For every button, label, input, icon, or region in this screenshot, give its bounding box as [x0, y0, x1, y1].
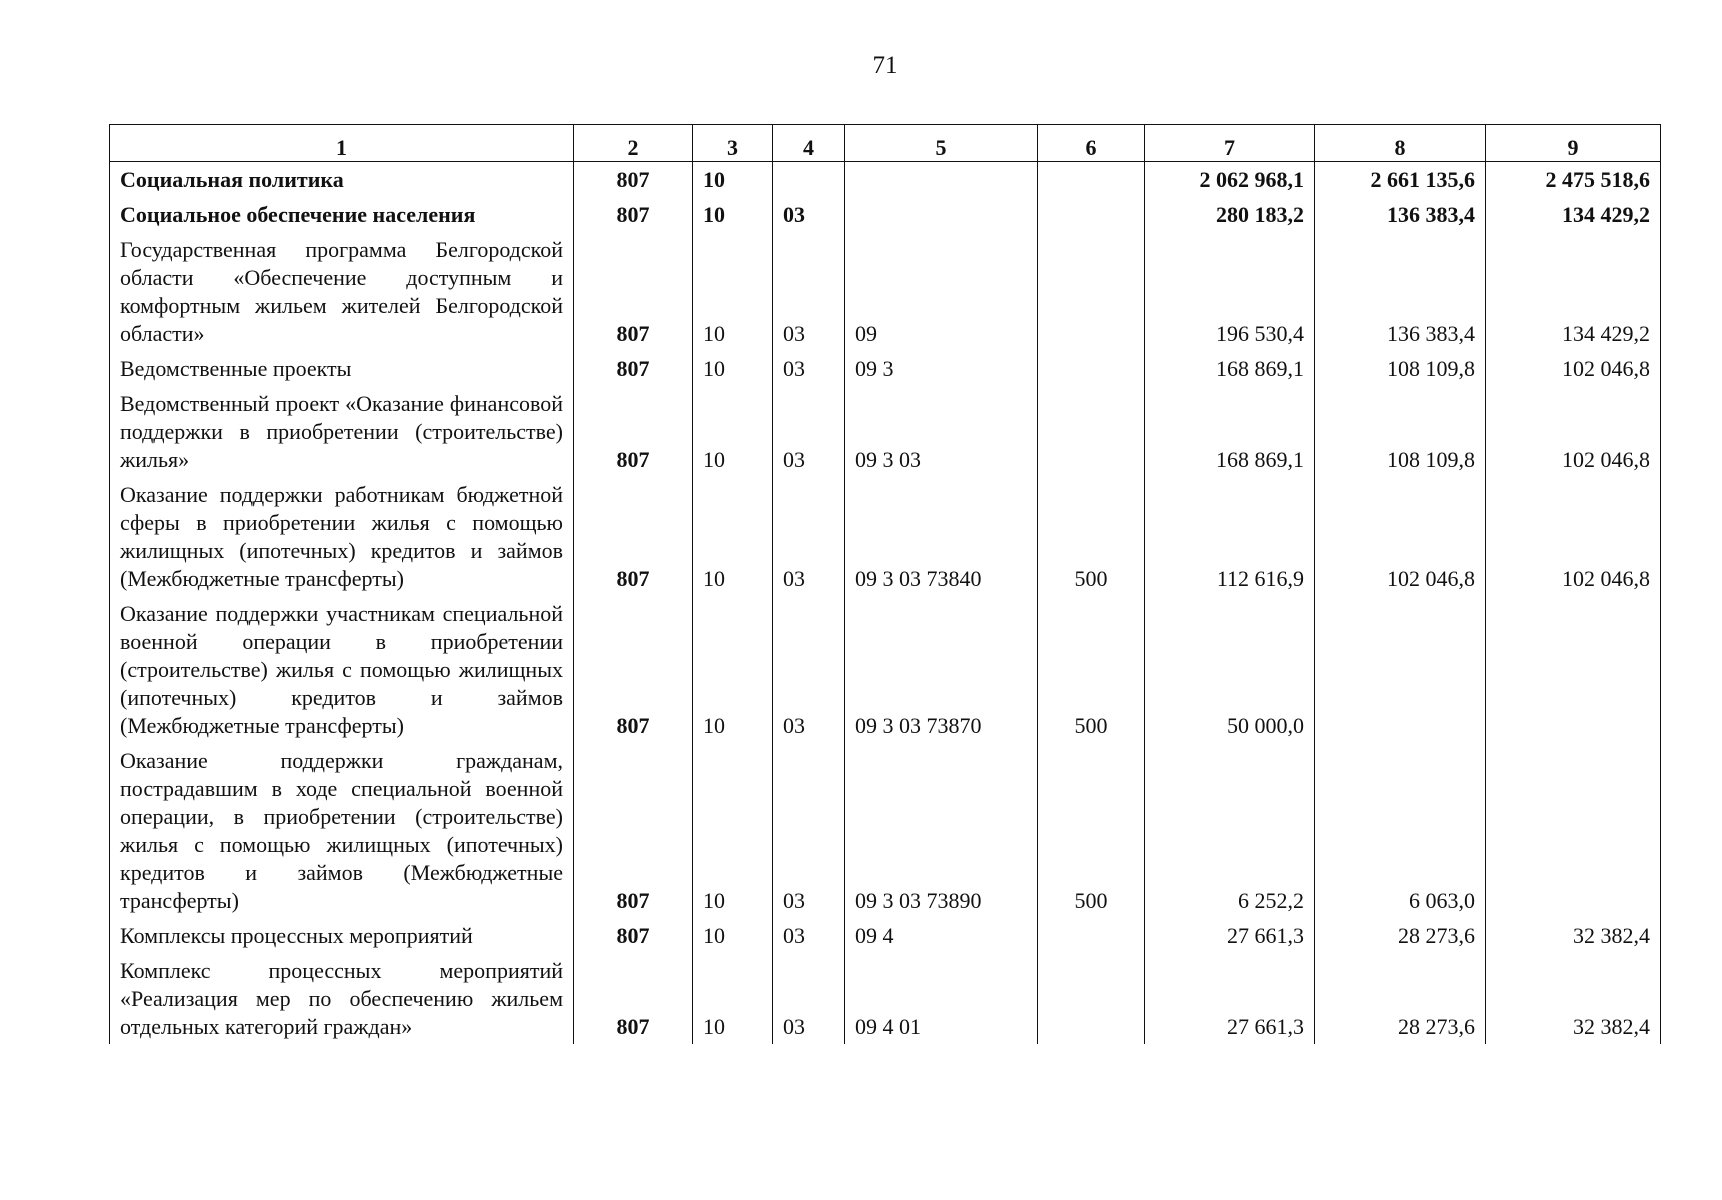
table-row: [110, 477, 1661, 596]
row-name: Социальная политика: [110, 162, 574, 198]
row-amount-col8: [1315, 596, 1486, 743]
row-target-article: [845, 162, 1038, 198]
row-section-code: 10: [693, 197, 773, 232]
row-amount-col7: 112 616,9: [1145, 477, 1315, 596]
table-row: [110, 232, 1661, 351]
row-name: Социальное обеспечение населения: [110, 197, 574, 232]
row-ministry-code: 807: [574, 477, 693, 596]
header-row: [110, 125, 1661, 162]
row-amount-col8: 108 109,8: [1315, 386, 1486, 477]
row-amount-col8: 6 063,0: [1315, 743, 1486, 918]
col-header-8: 8: [1315, 125, 1486, 162]
row-amount-col8: 108 109,8: [1315, 351, 1486, 386]
table-row: [110, 197, 1661, 232]
row-expense-type: [1038, 162, 1145, 198]
row-amount-col7: 27 661,3: [1145, 953, 1315, 1044]
table-row: [110, 953, 1661, 1044]
row-amount-col7: 196 530,4: [1145, 232, 1315, 351]
row-ministry-code: 807: [574, 197, 693, 232]
table-row: [110, 918, 1661, 953]
row-subsection-code: [773, 162, 845, 198]
row-amount-col7: 168 869,1: [1145, 386, 1315, 477]
row-amount-col7: 168 869,1: [1145, 351, 1315, 386]
row-name: Государственная программа Белгородской области «Обеспечение доступным и комфортным жильем жителей Белгородской области»: [110, 232, 574, 351]
row-amount-col8: 102 046,8: [1315, 477, 1486, 596]
row-target-article: 09 3 03 73840: [845, 477, 1038, 596]
row-target-article: 09 3: [845, 351, 1038, 386]
row-name: Оказание поддержки работникам бюджетной сферы в приобретении жилья с помощью жилищных (ипотечных) кредитов и займов (Межбюджетные трансферты): [110, 477, 574, 596]
row-expense-type: [1038, 386, 1145, 477]
row-amount-col9: 102 046,8: [1486, 386, 1661, 477]
row-amount-col8: 136 383,4: [1315, 232, 1486, 351]
col-header-2: 2: [574, 125, 693, 162]
row-amount-col9: 134 429,2: [1486, 197, 1661, 232]
row-expense-type: [1038, 953, 1145, 1044]
row-subsection-code: 03: [773, 743, 845, 918]
row-ministry-code: 807: [574, 953, 693, 1044]
row-amount-col9: 32 382,4: [1486, 953, 1661, 1044]
row-section-code: 10: [693, 232, 773, 351]
row-name: Ведомственные проекты: [110, 351, 574, 386]
row-amount-col7: 50 000,0: [1145, 596, 1315, 743]
row-subsection-code: 03: [773, 386, 845, 477]
row-amount-col7: 6 252,2: [1145, 743, 1315, 918]
row-amount-col9: 134 429,2: [1486, 232, 1661, 351]
row-subsection-code: 03: [773, 596, 845, 743]
row-target-article: 09 4 01: [845, 953, 1038, 1044]
table-row: [110, 351, 1661, 386]
row-expense-type: 500: [1038, 743, 1145, 918]
row-ministry-code: 807: [574, 918, 693, 953]
row-amount-col9: 102 046,8: [1486, 351, 1661, 386]
row-amount-col7: 280 183,2: [1145, 197, 1315, 232]
row-subsection-code: 03: [773, 477, 845, 596]
row-section-code: 10: [693, 162, 773, 198]
row-ministry-code: 807: [574, 351, 693, 386]
col-header-6: 6: [1038, 125, 1145, 162]
row-section-code: 10: [693, 351, 773, 386]
row-section-code: 10: [693, 596, 773, 743]
row-target-article: 09 3 03 73870: [845, 596, 1038, 743]
row-expense-type: [1038, 351, 1145, 386]
row-name: Оказание поддержки участникам специальной военной операции в приобретении (строительстве) жилья с помощью жилищных (ипотечных) кредитов и займов (Межбюджетные трансферты): [110, 596, 574, 743]
row-expense-type: [1038, 197, 1145, 232]
table-row: [110, 386, 1661, 477]
row-amount-col9: 2 475 518,6: [1486, 162, 1661, 198]
row-name: Оказание поддержки гражданам, пострадавшим в ходе специальной военной операции, в приобретении (строительстве) жилья с помощью жилищных (ипотечных) кредитов и займов (Межбюджетные трансферты): [110, 743, 574, 918]
row-subsection-code: 03: [773, 232, 845, 351]
row-ministry-code: 807: [574, 596, 693, 743]
row-amount-col7: 2 062 968,1: [1145, 162, 1315, 198]
row-section-code: 10: [693, 918, 773, 953]
row-amount-col9: [1486, 743, 1661, 918]
table-row: [110, 743, 1661, 918]
row-name: Комплекс процессных мероприятий «Реализация мер по обеспечению жильем отдельных категорий граждан»: [110, 953, 574, 1044]
row-subsection-code: 03: [773, 918, 845, 953]
row-name: Ведомственный проект «Оказание финансовой поддержки в приобретении (строительстве) жилья»: [110, 386, 574, 477]
row-amount-col9: 32 382,4: [1486, 918, 1661, 953]
row-ministry-code: 807: [574, 743, 693, 918]
row-amount-col8: 28 273,6: [1315, 918, 1486, 953]
row-section-code: 10: [693, 386, 773, 477]
row-section-code: 10: [693, 953, 773, 1044]
col-header-3: 3: [693, 125, 773, 162]
col-header-5: 5: [845, 125, 1038, 162]
row-subsection-code: 03: [773, 197, 845, 232]
table-row: [110, 596, 1661, 743]
table-row: [110, 162, 1661, 198]
row-target-article: [845, 197, 1038, 232]
col-header-9: 9: [1486, 125, 1661, 162]
row-amount-col8: 2 661 135,6: [1315, 162, 1486, 198]
row-target-article: 09 4: [845, 918, 1038, 953]
budget-table: [109, 124, 1661, 1044]
row-ministry-code: 807: [574, 162, 693, 198]
row-subsection-code: 03: [773, 953, 845, 1044]
row-amount-col9: [1486, 596, 1661, 743]
row-target-article: 09 3 03: [845, 386, 1038, 477]
row-subsection-code: 03: [773, 351, 845, 386]
col-header-4: 4: [773, 125, 845, 162]
row-section-code: 10: [693, 477, 773, 596]
row-target-article: 09 3 03 73890: [845, 743, 1038, 918]
row-amount-col8: 136 383,4: [1315, 197, 1486, 232]
row-expense-type: 500: [1038, 477, 1145, 596]
col-header-7: 7: [1145, 125, 1315, 162]
page-number: 71: [872, 52, 898, 79]
row-amount-col9: 102 046,8: [1486, 477, 1661, 596]
row-expense-type: [1038, 232, 1145, 351]
row-target-article: 09: [845, 232, 1038, 351]
row-amount-col7: 27 661,3: [1145, 918, 1315, 953]
row-ministry-code: 807: [574, 232, 693, 351]
row-expense-type: [1038, 918, 1145, 953]
row-name: Комплексы процессных мероприятий: [110, 918, 574, 953]
row-ministry-code: 807: [574, 386, 693, 477]
col-header-1: 1: [110, 125, 574, 162]
row-amount-col8: 28 273,6: [1315, 953, 1486, 1044]
row-section-code: 10: [693, 743, 773, 918]
row-expense-type: 500: [1038, 596, 1145, 743]
